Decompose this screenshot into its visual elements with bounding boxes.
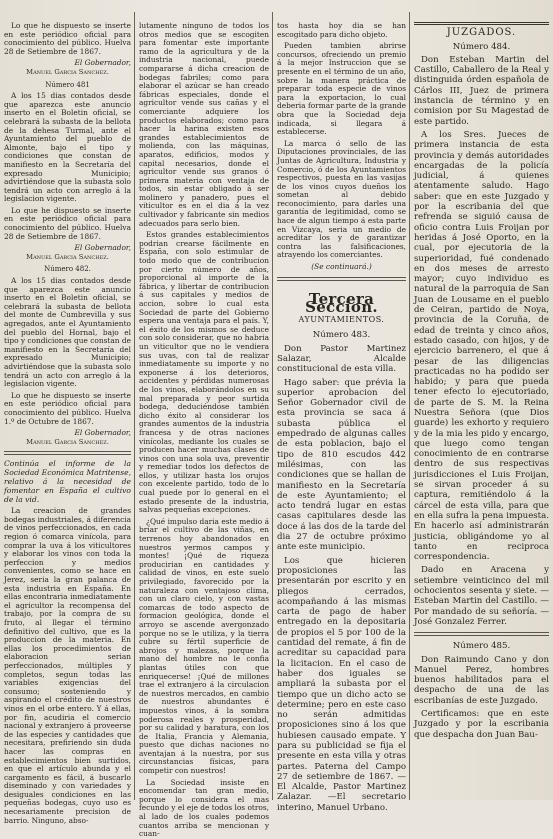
paragraph: Hago saber: que prévia la superior aprobacion del Señor Gobernador civil de esta provincia se saca á subasta pública el empedrado de algunas calles de esta poblacion, bajo el tipo de 810 escudos 442 milésimas, con las condiciones que se hallan de manifiesto en la Secretaría de este Ayuntamiento; el acto tendrá lugar en estas casas capitulares desde las doce á las dos de la tarde del dia 27 de octubre próximo ante este municipio. (277, 377, 406, 553)
paragraph: Pueden tambien abrirse concursos, ofreciendo un premio á la mejor Instruccion que se presente en el término de un año, sobre la manera práctica de preparar toda especie de vinos para la exportacion, lo cual deberia formar parte de la grande obra que la Sociedad deja indicada, si llegara á establecerse. (277, 41, 406, 137)
section-title: Tercera Seccion. (305, 289, 378, 317)
notice-number: Número 482. (44, 265, 91, 274)
column-3 (277, 0, 406, 813)
paragraph: A los 15 dias contados desde que aparezca este anuncio inserto en el Boletin oficial, se celebrará la subasta de bellota del monte de Cumbrevilla y sus agregados, ante el Ayuntamiento del pueblo del Hornal, bajo el tipo y condiciones que constan de manifiesto en la Secretaría del expresado Municipio; advirtiéndose que la subasta solo tendrá un acto con arreglo á la legislacion vigente. (4, 276, 132, 389)
continuation-note: (Se continuará.) (311, 262, 372, 272)
signature-title: El Gobernador, (74, 58, 131, 68)
article-heading: Continúa el informe de la Sociedad Económica Matritense, relativo á la necesidad de fomentar en España el cultivo de la vid. (4, 459, 131, 504)
signature-name: Manuel Garcia Sanchez. (26, 67, 109, 76)
column-rule (409, 12, 410, 800)
column-1 (4, 0, 132, 825)
paragraph: lutamente ninguno de todos los otros medios que se escogiten para fomentar este importante ramo de la agricultura y de la industria nacional, puede compararse á dicha creacion de bodegas fabriles; como para elaborar el azúcar se han creado fábricas especiales, donde el agricultor vende sus cañas y el comerciante adquiere los productos elaborados; como para hacer la harina existen esos grandes establecimientos de molienda, con las máquinas, aparatos, edificios, modos y capital necesarios, donde el agricultor vende sus granos ó primera materia con ventaja de todos, sin estar obligado á ser molinero y panadero, pues el viticultor es en el dia á la vez cultivador y fabricante sin medios adecuados para serlo bien. (139, 21, 269, 228)
signature-title: El Gobernador, (74, 243, 131, 253)
notice-number: Número 481 (45, 80, 90, 89)
notice-number: Número 484. (452, 41, 511, 52)
section-title: JUZGADOS. (414, 22, 549, 38)
paragraph: Lo que he dispuesto se inserte en este periódico oficial para conocimiento del público. Huelva 28 de Setiembre de 1867. (4, 205, 131, 241)
signature-title: El Gobernador, (74, 428, 131, 438)
paragraph: ¿Qué impulso daria este medio á bríar el cultivo de las viñas, en terrenos hoy abandonados en nuestros yermos campos y montes! ¡Qué de riqueza producirian en cantidades y calidad de vinos, en este suelo privilegiado, favorecido por la naturaleza con ventajoso clima, con un claro cielo, y con vastas comarcas de todo aspecto de formacion geológica, donde el arroyo se ascende avergonzado porque no se le utiliza, y la tierra cubre su fértil superficie de abrojos y malezas, porque la mano del hombre no le confia plantas útiles con que enriquecerse! ¡Qué de millones trae el extranjero á la circulacion de nuestros mercados, en cambio de nuestros abundantes é impuestos vinos, á la sombra poderosa reales y prosperidad, por su calidad y baratura, con los de Italia, Francia y Alemania, puesto que dichas naciones no aventajan á la nuestra, por sus circunstancias físicas, para competir con nuestros! (139, 516, 269, 776)
paragraph: Dado en Aracena y setiembre veinticinco del mil ochocientos sesenta y siete. —Esteban Martin del Castillo. —Por mandado de su señoría. —José Gonzalez Ferrer. (414, 565, 549, 627)
notice-number: Número 483. (312, 330, 371, 341)
paragraph: Estos grandes establecimientos podrian crearse fácilmente en España, con solo estimular de todo modo que de contribucion por cierto número de años, proporcional al importe de la fábrica, y libertar de contribucion á sus capitales y medios de accion, sobre lo cual esta Sociedad de parte del Gobierno espera una ventaja para el país. Y, el éxito de los mismos se deduce con solo considerar, que no habria un viticultor que no le vendiera sus uvas, con tal de realizar inmediatamente su importe y no exponerse á los deterioros, accidentes y pérdidas numerosas de los vinos, elaborándolos en su mal preparada y peor surtida bodega, deduciéndose también dicho éxito al considerar los grandes aumentos de la industria francesa y de otras naciones vinícolas, mediante los cuales se producen hacer muchas clases de vinos con una sola uva, preventir y remediar todos los defectos de ellos, y utilizar hasta los orujos con excelente partido, todo de lo cual puede por lo general en el estado presente de la industria, salvas pequeñas excepciones. (139, 230, 269, 515)
notice-number: Número 485. (452, 641, 511, 652)
column-rule (272, 12, 273, 800)
separator (414, 632, 549, 636)
column-4 (414, 0, 549, 800)
notice-block (277, 330, 406, 813)
paragraph: A los 15 dias contados desde que aparezca este anuncio inserto en el Boletin oficial, se celebrará la subasta de la bellota de la dehesa Turmal, ante el Ayuntamiento del pueblo de Almonte, bajo el tipo y condiciones que constan de manifiesto en la Secretaría del expresado Municipio; advirtiéndose que la subasta solo tendrá un acto con arreglo á la legislacion vigente. (4, 91, 131, 204)
section-subtitle: AYUNTAMIENTOS. (298, 314, 385, 324)
paragraph: Lo que he dispuesto se inserte en este periódico oficial para conocimiento del público. Huelva 28 de Setiembre de 1867. (4, 21, 131, 56)
paragraph: Certificamos: que en este Juzgado y por la escribania que despacha don Juan Bau- (414, 709, 549, 740)
signature-name: Manuel Garcia Sanchez. (26, 437, 109, 446)
paragraph: tos hasta hoy dia se han escogitado para dicho objeto. (277, 21, 406, 39)
paragraph: Don Pastor Martinez Salazar, Alcalde constitucional de esta villa. (277, 343, 406, 375)
notice-block (414, 42, 549, 740)
paragraph: Lo que he dispuesto se inserte en este periódico oficial para conocimiento del público. Huelva 1.º de Octubre de 1867. (4, 390, 131, 426)
signature-name: Manuel Garcia Sanchez. (26, 252, 109, 261)
paragraph: La creacion de grandes bodegas industriales, á diferencia de vinos perfeccionados, en cada region ó comarca vinícola, para comprar la uva á los viticultores y elaborar los vinos con toda la perfeccion y medios convenientes, como se hace en Jerez, seria la gran palanca de esta industria en España. En ellas encontraria inmediatamente el agricultor la recompensa del trabajo, por la compra de su fruto, al llegar el término definitivo del cultivo, que es la produccion de la materia. En ellas los procedimientos de elaboracion serian perfeccionados, múltiples y completos, segun todas las variables exigencias del consumo; sosteniendo y aspirando el crédito de nuestros vinos en el orbe entero. Y á ellas, por fin, acudiria el comercio nacional y extranjero á proveerse de las especies y cantidades que necesitara, prefiriendo sin duda hacer las compras en establecimientos bien surtidos, en que el artículo abunda y el cargamento es fácil, á buscarlo diseminado y con variedades y desiguales condiciones en las pequeñas bodegas, cuyo uso es necesariamente precision de barrio. Ninguno, abso- (4, 506, 132, 825)
paragraph: La marca ó sello de las Diputaciones provinciales, de las Juntas de Agricultura, Industria y Comercio, ó de los Ayuntamientos respectivos, puesta en las vasijas de los vinos cuyos dueños los sometan al debido reconocimiento, para darles una garantía de legitimidad, como se hace de algun tiempo á esta parte en Vizcaya, seria un medio de acreditar los y de garantizar contra las falsificaciones, atrayendo los comerciantes. (277, 138, 406, 260)
separator (277, 277, 406, 281)
column-rule (134, 12, 135, 800)
paragraph: Don Raimundo Cano y don Manuel Perez, hombres buenos habilitados para el despacho de una de las escribanías de este Juzgado. (414, 654, 549, 706)
column-2 (139, 0, 269, 839)
paragraph: A los Sres. Jueces de primera instancia de esta provincia y demás autoridades encargadas de la policía judicial, á quienes atentamente saludo. Hago saber: que en este Juzgado y por la escribania del que refrenda se siguió causa de oficio contra Luis Froijan por heridas á José Oporto, en la cual, por ejecutoria de la superioridad, fué condenado en dos meses de arresto mayor; cuyo individuo es natural de la parroquia de San Juan de Lousame en el pueblo de Ceiran, partido de Noya, provincia de la Coruña, de edad de treinta y cinco años, estado casado, con hijos, y de ejercicio barrenero, el que á pesar de las diligencias practicadas no ha podido ser habido; y para que pueda tener efecto lo ejecutoriado, de parte de S. M. la Reina Nuestra Señora (que Dios guarde) les exhorto y requiero y de la mia les pido y encargo, que luego como tengan conocimiento de en contrarse dentro de sus respectivas jurisdicciones el Luis Froijan, se sirvan proceder á su captura, remitiéndolo á la cárcel de esta villa, para que en ella sufra la pena impuesta. En hacerlo así administrarán justicia, obligándome yo al tanto en reciproca correspondencia. (414, 129, 549, 563)
paragraph: Los que hicieren proposiciones las presentarán por escrito y en pliegos cerrados, acompañando á las mismas carta de pago de haber entregado en la depositaria de propios el 5 por 100 de la cantidad del remate, á fin de acreditar su capacidad para la licitacion. En el caso de haber dos iguales se ampliará la subasta por el tiempo que un dicho acto se determine; pero en este caso no serán admitidas proposiciones sino á los que hubiesen causado empate. Y para su publicidad se fija el presente en esta villa y otras partes. Paterna del Campo 27 de setiembre de 1867. —El Alcalde, Pastor Martinez Zalazar. —El secretario interino, Manuel Urbano. (277, 555, 406, 813)
paragraph: La Sociedad insiste en encomendar tan gran medio, porque lo considera el mas fecundo y el eje de todos los otros, al lado de los cuales podemos cuantos arriba se mencionan y cuan- (139, 777, 269, 839)
paragraph: Don Esteban Martin del Castillo, Caballero de la Real y distinguida órden española de Cárlos III, Juez de primera instancia de término y en comision por Su Magestad de este partido. (414, 54, 549, 127)
separator (4, 451, 131, 455)
